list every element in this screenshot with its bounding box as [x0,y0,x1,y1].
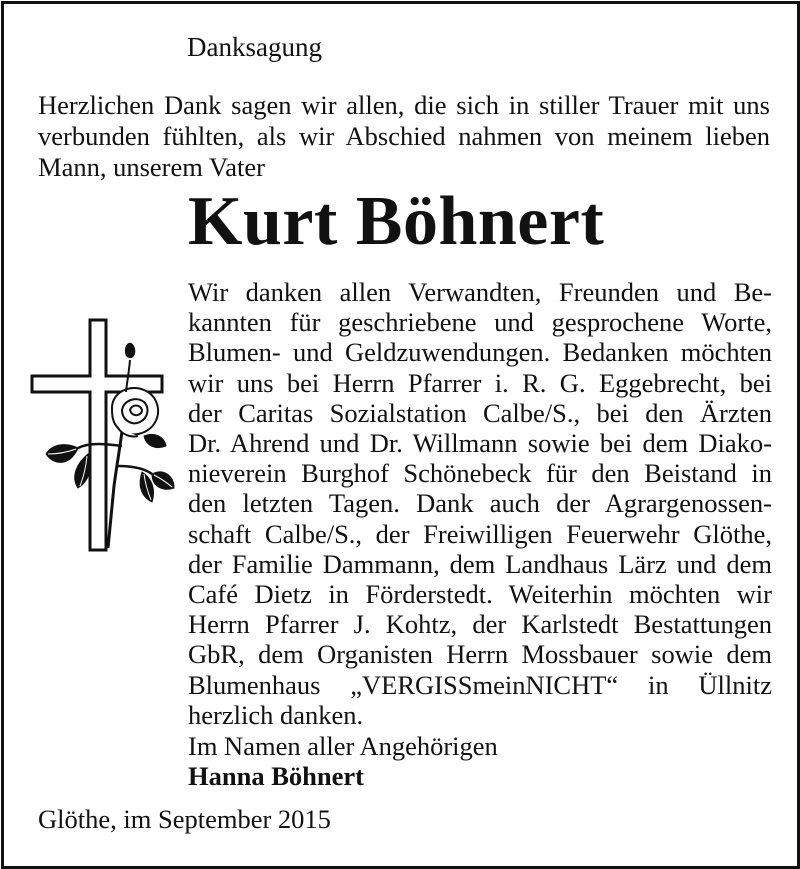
thanks-line: den letzten Tagen. Dank auch der Agrargenossen- [188,488,772,519]
thanks-line: nieverein Burghof Schönebeck für den Beistand in [188,458,772,489]
thanks-line: GbR, dem Organisten Herrn Mossbauer sowie dem [188,639,772,670]
thanks-line: schaft Calbe/S., der Freiwilligen Feuerwehr Glöthe, [188,518,772,549]
thanks-line: kannten für geschriebene und gesprochene Worte, [188,307,772,338]
thanks-text [188,277,772,730]
thanks-line: Blumenhaus „VERGISSmeinNICHT“ in Üllnitz [188,669,772,700]
thanks-line: wir uns bei Herrn Pfarrer i. R. G. Eggebrecht, bei [188,367,772,398]
intro-text: Herzlichen Dank sagen wir allen, die sich in stiller Trauer mit uns verbunden fühlten, als wir Abschied nahmen von meinem lieben Mann, unserem Vater [38,90,770,182]
notice-heading: Danksagung [187,32,322,62]
obituary-notice [1,1,800,869]
thanks-line: der Familie Dammann, dem Landhaus Lärz und dem [188,548,772,579]
thanks-line: herzlich danken. [188,699,364,730]
thanks-line: Café Dietz in Förderstedt. Weiterhin möchten wir [188,579,772,610]
thanks-line: Herrn Pfarrer J. Kohtz, der Karlstedt Bestattungen [188,609,772,640]
cross-with-rose-icon [26,316,176,556]
thanks-line: Blumen- und Geldzuwendungen. Bedanken möchten [188,337,772,368]
signature-line: Im Namen aller Angehörigen [188,731,498,761]
place-date: Glöthe, im September 2015 [38,804,331,834]
thanks-line: Dr. Ahrend und Dr. Willmann sowie bei dem Diako- [188,428,772,459]
thanks-line: Wir danken allen Verwandten, Freunden und Be- [188,277,772,307]
signature-name: Hanna Böhnert [188,761,364,791]
thanks-line: der Caritas Sozialstation Calbe/S., bei den Ärzten [188,397,772,428]
deceased-name: Kurt Böhnert [188,183,605,260]
